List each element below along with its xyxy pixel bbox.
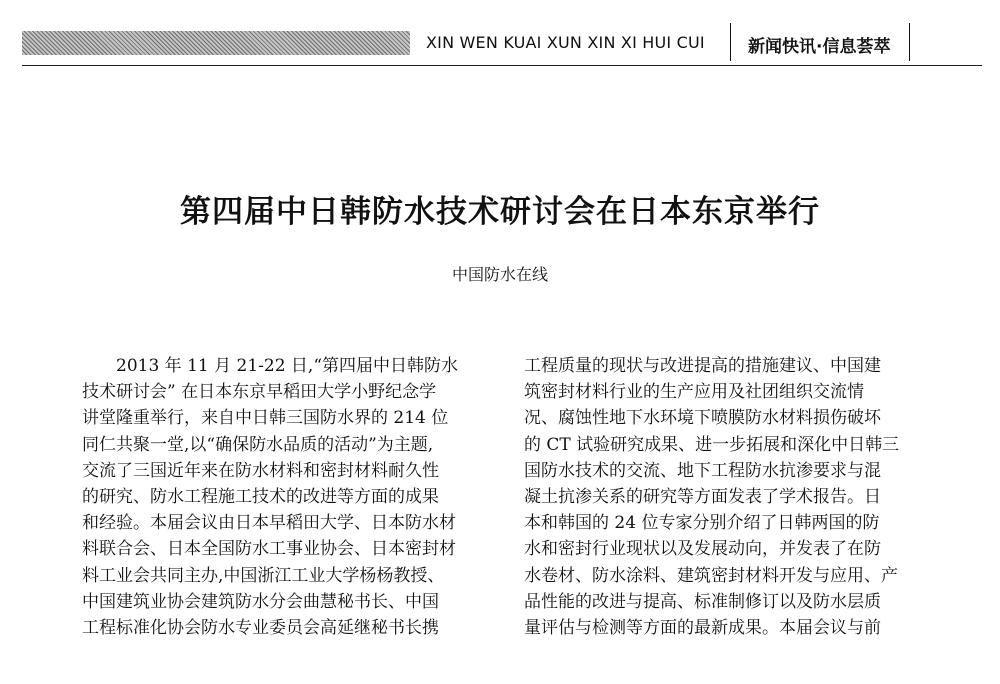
body-line: 的 CT 试验研究成果、进一步拓展和深化中日韩三 <box>524 434 900 455</box>
body-line: 品性能的改进与提高、标准制修订以及防水层质 <box>524 591 881 612</box>
body-line: 和经验。本届会议由日本早稻田大学、日本防水材 <box>82 513 456 534</box>
body-line: 交流了三国近年来在防水材料和密封材料耐久性 <box>82 460 439 481</box>
body-line: 量评估与检测等方面的最新成果。本届会议与前 <box>524 617 881 638</box>
header-divider <box>730 23 731 61</box>
header-divider-right <box>909 23 910 61</box>
body-line: 2013 年 11 月 21-22 日,“第四届中日韩防水 <box>116 356 459 376</box>
body-line: 凝土抗渗关系的研究等方面发表了学术报告。日 <box>524 486 881 507</box>
section-title-cn: 新闻快讯·信息荟萃 <box>748 37 891 57</box>
body-line: 的研究、防水工程施工技术的改进等方面的成果 <box>82 486 439 507</box>
body-line: 筑密封材料行业的生产应用及社团组织交流情 <box>524 382 864 403</box>
body-line: 国防水技术的交流、地下工程防水抗渗要求与混 <box>524 460 881 481</box>
right-column <box>524 353 924 641</box>
running-title-en: XIN WEN KUAI XUN XIN XI HUI CUI <box>426 33 705 52</box>
body-line: 料联合会、日本全国防水工事业协会、日本密封材 <box>82 539 456 560</box>
body-line: 水和密封行业现状以及发展动向，并发表了在防 <box>524 539 881 560</box>
left-column <box>82 353 482 641</box>
header-rule <box>22 65 982 66</box>
body-line: 中国建筑业协会建筑防水分会曲慧秘书长、中国 <box>82 591 439 612</box>
body-line: 料工业会共同主办,中国浙江工业大学杨杨教授、 <box>82 565 445 586</box>
body-line: 本和韩国的 24 位专家分别介绍了日韩两国的防 <box>524 513 880 534</box>
article-title: 第四届中日韩防水技术研讨会在日本东京举行 <box>180 194 820 230</box>
body-line: 水卷材、防水涂料、建筑密封材料开发与应用、产 <box>524 565 898 586</box>
body-line: 工程质量的现状与改进提高的措施建议、中国建 <box>524 356 881 376</box>
body-line: 工程标准化协会防水专业委员会高延继秘书长携 <box>82 617 439 638</box>
header-pattern-band <box>22 31 410 55</box>
body-line: 技术研讨会” 在日本东京早稻田大学小野纪念学 <box>82 382 437 403</box>
body-line: 况、腐蚀性地下水环境下喷膜防水材料损伤破坏 <box>524 408 881 429</box>
body-line: 讲堂隆重举行，来自中日韩三国防水界的 214 位 <box>82 408 449 429</box>
body-line: 同仁共聚一堂,以“确保防水品质的活动”为主题, <box>82 434 434 455</box>
article-author: 中国防水在线 <box>451 265 548 284</box>
